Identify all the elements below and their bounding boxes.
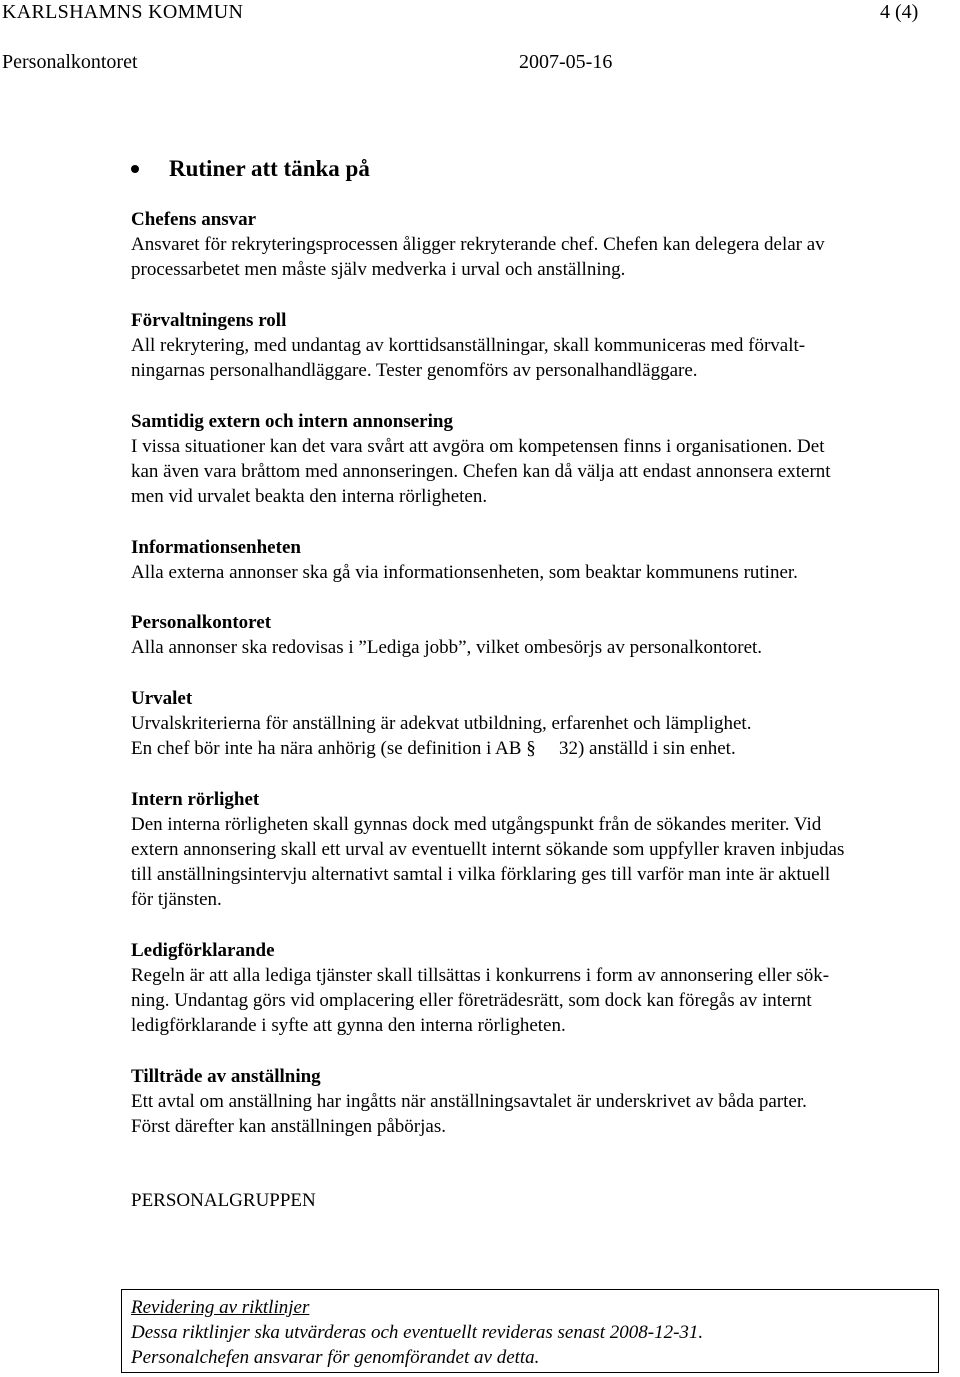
line-text-after: 32) anställd i sin enhet. [554,738,736,760]
section-line: ning. Undantag görs vid omplacering eller företrädesrätt, som dock kan föregås av internt [131,990,812,1012]
section-intern-rorlighet [131,787,960,913]
section-line-with-symbol [131,736,960,761]
header-department: Personalkontoret [2,51,138,73]
section-line: kan även vara bråttom med annonseringen. Chefen kan då välja att endast annonsera externt [131,461,831,482]
section-line: processarbetet men måste själv medverka i urval och anställning. [131,259,626,281]
section-informationsenheten [131,535,960,585]
section-title: Informationsenheten [131,536,301,558]
header-organization: KARLSHAMNS KOMMUN [2,1,244,23]
signature: PERSONALGRUPPEN [131,1190,316,1211]
section-line: Ett avtal om anställning har ingåtts när anställningsavtalet är underskrivet av båda parter. [131,1090,807,1112]
document-body [131,207,960,1139]
revision-note-title: Revidering av riktlinjer [131,1297,310,1318]
section-ledigforklarande [131,938,960,1039]
section-title: Förvaltningens roll [131,309,287,331]
header-date: 2007-05-16 [519,51,613,73]
section-line: Alla externa annonser ska gå via informationsenheten, som beaktar kommunens rutiner. [131,561,798,583]
section-line: ledigförklarande i syfte att gynna den interna rörligheten. [131,1015,566,1037]
section-title: Personalkontoret [131,612,272,634]
section-urvalet [131,686,960,762]
line-text-before: En chef bör inte ha nära anhörig (se definition i AB [131,738,527,760]
revision-note-line: Dessa riktlinjer ska utvärderas och eventuellt revideras senast 2008-12-31. [131,1322,704,1343]
section-title: Chefens ansvar [131,209,257,230]
section-title: Ledigförklarande [131,939,275,961]
section-line: ningarnas personalhandläggare. Tester genomförs av personalhandläggare. [131,360,698,382]
section-personalkontoret [131,610,960,660]
section-tilltrade [131,1064,960,1140]
section-line: Ansvaret för rekryteringsprocessen åligger rekryterande chef. Chefen kan delegera delar av [131,234,825,256]
section-line: till anställningsintervju alternativt samtal i vilka förklaring ges till varför man inte är aktuell [131,864,831,886]
section-title: Samtidig extern och intern annonsering [131,410,453,432]
section-line: All rekrytering, med undantag av korttidsanställningar, skall kommuniceras med förvalt- [131,335,806,356]
section-line: Alla annonser ska redovisas i ”Lediga jobb”, vilket ombesörjs av personalkontoret. [131,637,763,659]
section-line: Först därefter kan anställningen påbörjas. [131,1116,446,1138]
section-line: men vid urvalet beakta den interna rörligheten. [131,486,488,508]
main-heading: Rutiner att tänka på [169,156,370,181]
section-line: för tjänsten. [131,889,222,911]
section-line: Urvalskriterierna för anställning är adekvat utbildning, erfarenhet och lämplighet. [131,712,752,734]
header-page-number: 4 (4) [880,1,919,23]
bullet-icon [131,165,139,173]
section-sign-symbol: § [526,738,536,760]
section-line: Den interna rörligheten skall gynnas dock med utgångspunkt från de sökandes meriter. Vid [131,813,822,835]
section-title: Intern rörlighet [131,788,260,810]
section-title: Urvalet [131,687,193,709]
section-forvaltningens-roll [131,308,960,384]
section-chefens-ansvar [131,207,960,283]
section-samtidig-annonsering [131,409,960,510]
revision-note-box [121,1289,939,1373]
section-line: I vissa situationer kan det vara svårt att avgöra om kompetensen finns i organisationen. Det [131,435,825,457]
revision-note-line: Personalchefen ansvarar för genomförandet av detta. [131,1347,540,1368]
section-title: Tillträde av anställning [131,1065,321,1087]
section-line: Regeln är att alla lediga tjänster skall tillsättas i konkurrens i form av annonsering eller sök- [131,964,830,986]
section-line: extern annonsering skall ett urval av eventuellt internt sökande som uppfyller kraven inbjudas [131,838,845,860]
